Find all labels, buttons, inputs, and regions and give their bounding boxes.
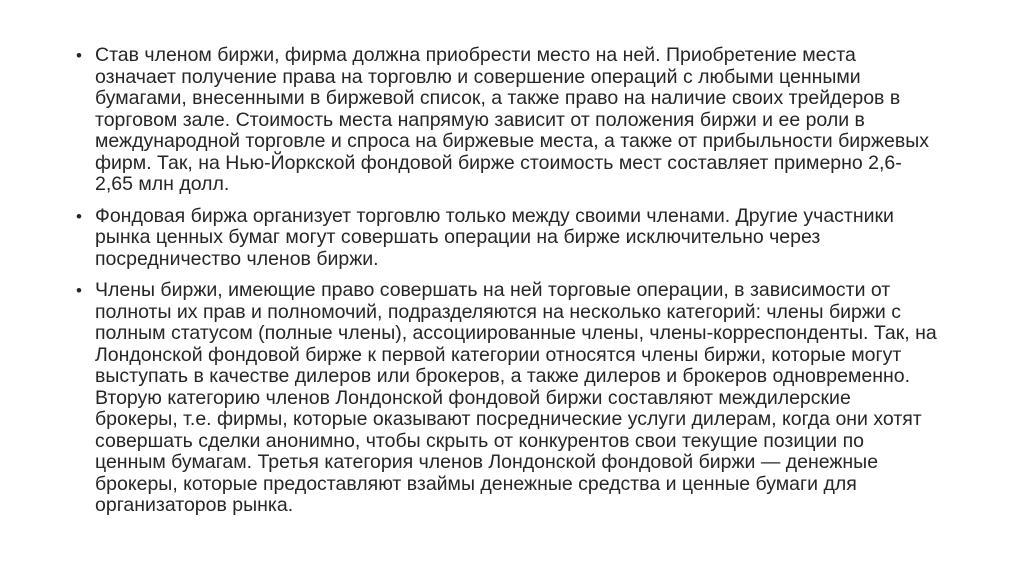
bullet-item-member-categories: [76, 280, 938, 517]
bullet-marker: •: [76, 46, 82, 65]
bullet-item-membership-cost: [76, 45, 938, 196]
bullet-marker: •: [76, 281, 82, 300]
bullet-text-member-categories: Члены биржи, имеющие право совершать на ней торговые операции, в зависимости от полноты их прав и полномочий, подразделяются на несколько категорий: члены биржи с полным статусом (полные члены), ассоциированные члены, члены-корреспонденты. Так, на Лондонской фондовой бирже к первой категории относятся члены биржи, которые могут выступать в качестве дилеров или брокеров, а также дилеров и брокеров одновременно. Вторую категорию членов Лондонской фондовой биржи составляют междилерские брокеры, т.е. фирмы, которые оказывают посреднические услуги дилерам, когда они хотят совершать сделки анонимно, чтобы скрыть от конкурентов свои текущие позиции по ценным бумагам. Третья категория членов Лондонской фондовой биржи — денежные брокеры, которые предоставляют взаймы денежные средства и ценные бумаги для организаторов рынка.: [95, 279, 937, 516]
bullet-list: [76, 45, 938, 517]
bullet-marker: •: [76, 206, 82, 226]
bullet-text-membership-cost: Став членом биржи, фирма должна приобрести место на ней. Приобретение места означает получение права на торговлю и совершение операций с любыми ценными бумагами, внесенными в биржевой список, а также право на наличие своих трейдеров в торговом зале. Стоимость места напрямую зависит от положения биржи и ее роли в международной торговле и спроса на биржевые места, а также от прибыльности биржевых фирм. Так, на Нью-Йоркской фондовой бирже стоимость мест составляет примерно 2,6-2,65 млн долл.: [95, 44, 930, 195]
bullet-item-members-only-trading: [76, 206, 938, 271]
bullet-text-members-only-trading: Фондовая биржа организует торговлю только между своими членами. Другие участники рынка ценных бумаг могут совершать операции на бирже исключительно через посредничество членов биржи.: [95, 204, 894, 270]
